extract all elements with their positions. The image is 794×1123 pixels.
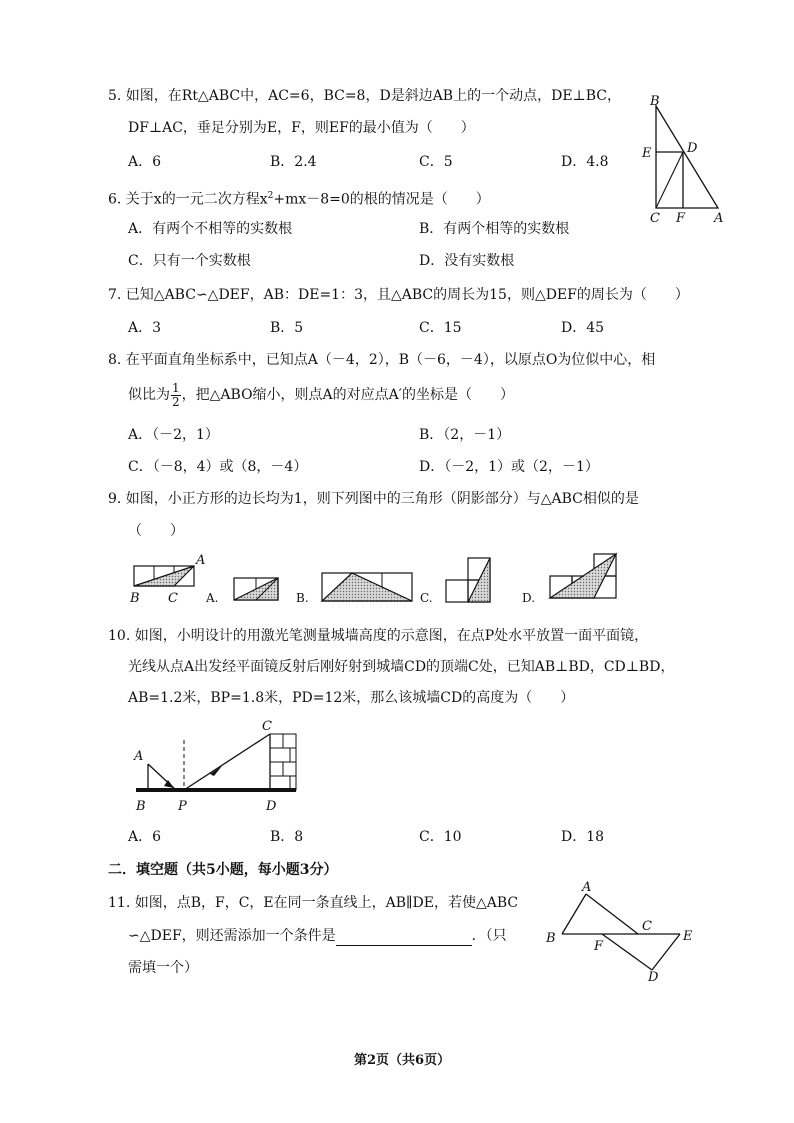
q5-option-d: D．4.8 bbox=[561, 154, 609, 170]
q11-label-c: C bbox=[642, 919, 652, 934]
q7-option-b: B．5 bbox=[270, 320, 304, 336]
q11-segment-ed bbox=[652, 934, 680, 970]
q8-option-c: C．（－8，4）或（8，－4） bbox=[128, 459, 308, 475]
q6-option-d: D．没有实数根 bbox=[419, 253, 515, 269]
q8-ratio-fraction bbox=[171, 382, 181, 409]
q11-figure bbox=[540, 880, 700, 984]
q10-arrow-2 bbox=[210, 766, 222, 776]
q6-stem-sup: 2 bbox=[267, 191, 274, 201]
q9-option-d-label: D. bbox=[522, 591, 536, 605]
section-2-title: 二．填空题（共5小题，每小题3分） bbox=[108, 862, 338, 878]
q9-line1: 9. 如图，小正方形的边长均为1，则下列图中的三角形（阴影部分）与△ABC相似的是 bbox=[108, 491, 639, 507]
q5-option-a: A．6 bbox=[128, 154, 162, 170]
q10-label-c: C bbox=[262, 719, 272, 734]
q9-label-b: B bbox=[130, 591, 140, 606]
q11-line1: 11. 如图，点B，F，C，E在同一条直线上，AB∥DE，若使△ABC bbox=[108, 895, 519, 911]
q11-line2-pre: ∽△DEF，则还需添加一个条件是 bbox=[128, 928, 336, 944]
q11-segment-ac bbox=[586, 894, 638, 934]
q5-option-c: C．5 bbox=[419, 154, 453, 170]
q10-option-a: A．6 bbox=[128, 829, 162, 845]
q10-label-d: D bbox=[266, 799, 277, 814]
q9-option-b-figure bbox=[322, 573, 412, 601]
q11-line2 bbox=[128, 926, 507, 946]
q5-option-b: B．2.4 bbox=[270, 154, 317, 170]
page-footer: 第2页（共6页） bbox=[354, 1053, 451, 1068]
q6-stem-pre: 6. 关于x的一元二次方程x bbox=[108, 191, 268, 208]
q7-option-c: C．15 bbox=[419, 320, 462, 336]
q8-frac-denominator: 2 bbox=[172, 394, 180, 409]
q10-option-b: B．8 bbox=[270, 829, 304, 845]
q10-line3: AB=1.2米，BP=1.8米，PD=12米，那么该城墙CD的高度为（ ） bbox=[128, 690, 575, 706]
q8-line2-post: ，把△ABO缩小，则点A的对应点A′的坐标是（ ） bbox=[181, 387, 514, 403]
q10-line1: 10. 如图，小明设计的用激光笔测量城墙高度的示意图，在点P处水平放置一面平面镜， bbox=[108, 628, 649, 644]
q8-option-a: A．（－2，1） bbox=[128, 427, 219, 443]
q9-option-b-label: B. bbox=[296, 591, 309, 605]
q5-label-c: C bbox=[650, 211, 660, 226]
q8-line1: 8. 在平面直角坐标系中，已知点A（－4，2），B（－6，－4），以原点O为位似中心，相 bbox=[108, 352, 656, 368]
q11-label-e: E bbox=[683, 929, 693, 944]
q8-line2 bbox=[128, 381, 514, 409]
q10-option-d: D．18 bbox=[561, 829, 605, 845]
q11-segment-df bbox=[602, 934, 652, 970]
q10-figure-laser-wall bbox=[128, 716, 308, 816]
q5-label-b: B bbox=[650, 94, 660, 109]
q10-label-b: B bbox=[136, 799, 146, 814]
q11-label-f: F bbox=[594, 939, 604, 954]
q9-option-d-figure bbox=[550, 554, 616, 598]
q9-reference-figure bbox=[129, 553, 205, 606]
q5-segment-ef bbox=[656, 152, 683, 208]
q11-label-d: D bbox=[648, 970, 659, 984]
q6-stem bbox=[108, 186, 490, 210]
q10-arrow-1 bbox=[164, 780, 174, 788]
q11-line2-post: ．（只 bbox=[471, 928, 507, 944]
q11-label-a: A bbox=[582, 880, 592, 895]
q11-answer-blank[interactable] bbox=[336, 931, 472, 946]
q11-segment-ab bbox=[562, 894, 586, 934]
q11-line3: 需填一个） bbox=[128, 960, 198, 976]
q6-option-a: A．有两个不相等的实数根 bbox=[128, 221, 293, 237]
q9-option-c-figure bbox=[446, 558, 490, 602]
q9-figures bbox=[126, 548, 626, 610]
q8-frac-numerator: 1 bbox=[172, 380, 180, 395]
q5-figure-right-triangle bbox=[636, 92, 728, 228]
q9-line2: （ ） bbox=[128, 523, 184, 539]
q10-label-a: A bbox=[134, 749, 144, 764]
q5-line2: DF⊥AC，垂足分别为E，F，则EF的最小值为（ ） bbox=[128, 120, 475, 136]
q6-option-b: B．有两个相等的实数根 bbox=[419, 221, 570, 237]
q9-triangle-abc bbox=[134, 566, 194, 586]
q6-stem-post: +mx－8=0的根的情况是（ ） bbox=[273, 191, 490, 208]
q9-label-c: C bbox=[168, 591, 178, 606]
q5-label-a: A bbox=[714, 211, 724, 226]
q7-stem: 7. 已知△ABC∽△DEF，AB：DE=1：3，且△ABC的周长为15，则△DEF的周长为（ ） bbox=[108, 287, 689, 303]
q8-option-b: B．（2，－1） bbox=[419, 427, 511, 443]
q5-label-e: E bbox=[642, 146, 652, 161]
q5-label-d: D bbox=[687, 141, 698, 156]
q9-option-a-figure bbox=[234, 578, 278, 600]
q9-option-a-label: A. bbox=[206, 591, 219, 605]
q10-option-c: C．10 bbox=[419, 829, 462, 845]
q5-label-f: F bbox=[676, 211, 686, 226]
q6-option-c: C．只有一个实数根 bbox=[128, 253, 251, 269]
q10-brick-wall bbox=[270, 734, 296, 790]
q9-option-c-label: C. bbox=[420, 591, 433, 605]
q10-ray-pc bbox=[184, 734, 270, 790]
q7-option-d: D．45 bbox=[561, 320, 605, 336]
q5-triangle-abc bbox=[656, 106, 718, 208]
q7-option-a: A．3 bbox=[128, 320, 162, 336]
q5-line1: 5. 如图，在Rt△ABC中，AC=6，BC=8，D是斜边AB上的一个动点，DE⊥BC， bbox=[108, 88, 621, 104]
q11-label-b: B bbox=[546, 931, 556, 946]
q9-label-a: A bbox=[196, 553, 206, 568]
q8-line2-pre: 似比为 bbox=[128, 387, 170, 403]
q10-label-p: P bbox=[178, 799, 187, 814]
q10-line2: 光线从点A出发经平面镜反射后刚好射到城墙CD的顶端C处，已知AB⊥BD，CD⊥BD， bbox=[128, 659, 675, 675]
q8-option-d: D．（－2，1）或（2，－1） bbox=[419, 459, 599, 475]
